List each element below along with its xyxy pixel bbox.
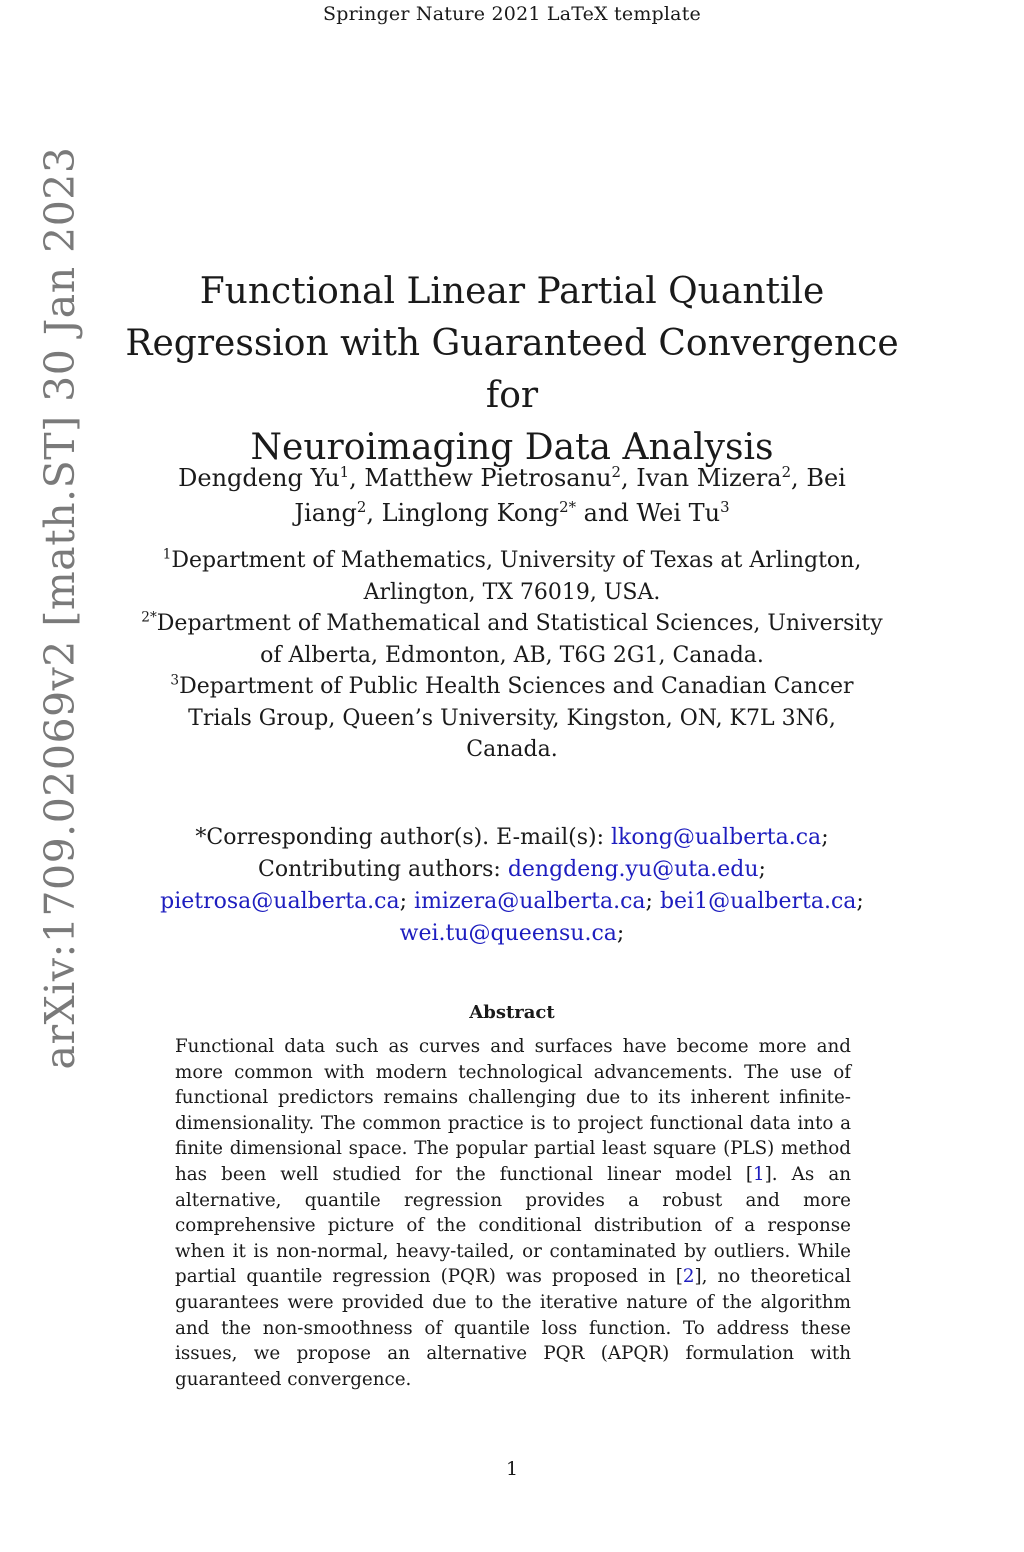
author-affiliation-mark: 2* (559, 498, 577, 516)
author (364, 464, 621, 492)
contributing-email-link[interactable]: bei1@ualberta.ca (659, 889, 857, 914)
author (178, 464, 349, 492)
author-separator: , (349, 464, 365, 492)
citation-link[interactable]: 2 (682, 1266, 695, 1288)
author-separator: , (791, 464, 807, 492)
page-number: 1 (505, 1458, 519, 1480)
affiliation (140, 671, 884, 766)
email-separator: ; (821, 825, 829, 850)
author-list (150, 461, 874, 531)
contributing-email-link[interactable]: imizera@ualberta.ca (414, 889, 646, 914)
author-name: Bei Jiang (294, 464, 846, 527)
author (382, 499, 576, 527)
corresponding-label: *Corresponding author(s). E-mail(s): (195, 825, 611, 850)
paper-title (120, 266, 904, 474)
author-affiliation-mark: 3 (720, 498, 730, 516)
email-separator: ; (616, 921, 625, 946)
arxiv-identifier-stamp: arXiv:1709.02069v2 [math.ST] 30 Jan 2023 (36, 146, 84, 1070)
corresponding-line (140, 822, 884, 854)
author-name: Matthew Pietrosanu (364, 464, 612, 492)
abstract-text: ]. As an alternative, quantile regression provides a robust and more comprehensive picture of the conditional distribution of a response when it is non-normal, heavy-tailed, or contaminated by outliers. While partial quantile regression (PQR) was proposed in [ (175, 1163, 851, 1288)
author-affiliation-mark: 2 (611, 463, 621, 481)
corresponding-email-link[interactable]: lkong@ualberta.ca (610, 825, 822, 850)
author-affiliation-mark: 2 (356, 498, 367, 516)
contributing-email-link[interactable]: pietrosa@ualberta.ca (160, 889, 400, 914)
contributing-email-link[interactable]: dengdeng.yu@uta.edu (507, 857, 759, 882)
author (636, 499, 729, 527)
title-line: Functional Linear Partial Quantile (199, 271, 825, 312)
citation-link[interactable]: 1 (753, 1163, 765, 1185)
contributing-label: Contributing authors: (258, 857, 508, 882)
affiliation-text: Department of Mathematical and Statistical Sciences, University of Alberta, Edmonton, AB, T6G 2G1, Canada. (156, 611, 883, 668)
affiliation-list (140, 545, 884, 766)
email-separator: ; (399, 889, 415, 914)
affiliation-mark: 2* (141, 609, 157, 626)
affiliation-text: Department of Public Health Sciences and Canadian Cancer Trials Group, Queen’s University, Kingston, ON, K7L 3N6, Canada. (179, 674, 854, 762)
abstract-body (175, 1034, 851, 1392)
affiliation-mark: 1 (162, 546, 172, 563)
abstract-heading: Abstract (469, 1002, 555, 1023)
author-separator: , (621, 464, 637, 492)
running-header: Springer Nature 2021 LaTeX template (323, 3, 701, 25)
abstract-text: ], no theoretical guarantees were provided due to the iterative nature of the algorithm and the non-smoothness of quantile loss function. To address these issues, we propose an alternative PQR (APQR) formulation with guaranteed convergence. (175, 1266, 852, 1390)
contributing-email-link[interactable]: wei.tu@queensu.ca (399, 921, 617, 946)
affiliation-text: Department of Mathematics, University of Texas at Arlington, Arlington, TX 76019, USA. (171, 548, 862, 605)
email-separator: ; (856, 889, 864, 914)
author-affiliation-mark: 2 (781, 463, 792, 481)
author-separator: and (576, 499, 637, 527)
contributing-line (140, 854, 884, 950)
affiliation (140, 545, 884, 608)
abstract-text: Functional data such as curves and surfaces have become more and more common with modern technological advancements. The use of functional predictors remains challenging due to its inherent infinite-dimensionality. The common practice is to project functional data into a finite dimensional space. The popular partial least square (PLS) method has been well studied for the functional linear model [ (175, 1036, 851, 1185)
author-name: Wei Tu (636, 499, 721, 527)
affiliation-mark: 3 (170, 672, 180, 689)
author-name: Ivan Mizera (636, 464, 782, 492)
affiliation (140, 608, 884, 671)
author-name: Dengdeng Yu (178, 464, 340, 492)
title-line: Regression with Guaranteed Convergence for (125, 323, 899, 416)
title-line: Neuroimaging Data Analysis (250, 427, 774, 468)
email-separator: ; (645, 889, 660, 914)
author (636, 464, 791, 492)
correspondence-block (140, 822, 884, 950)
author-separator: , (366, 499, 382, 527)
author-affiliation-mark: 1 (339, 463, 350, 481)
email-separator: ; (758, 857, 766, 882)
author-name: Linglong Kong (381, 499, 560, 527)
